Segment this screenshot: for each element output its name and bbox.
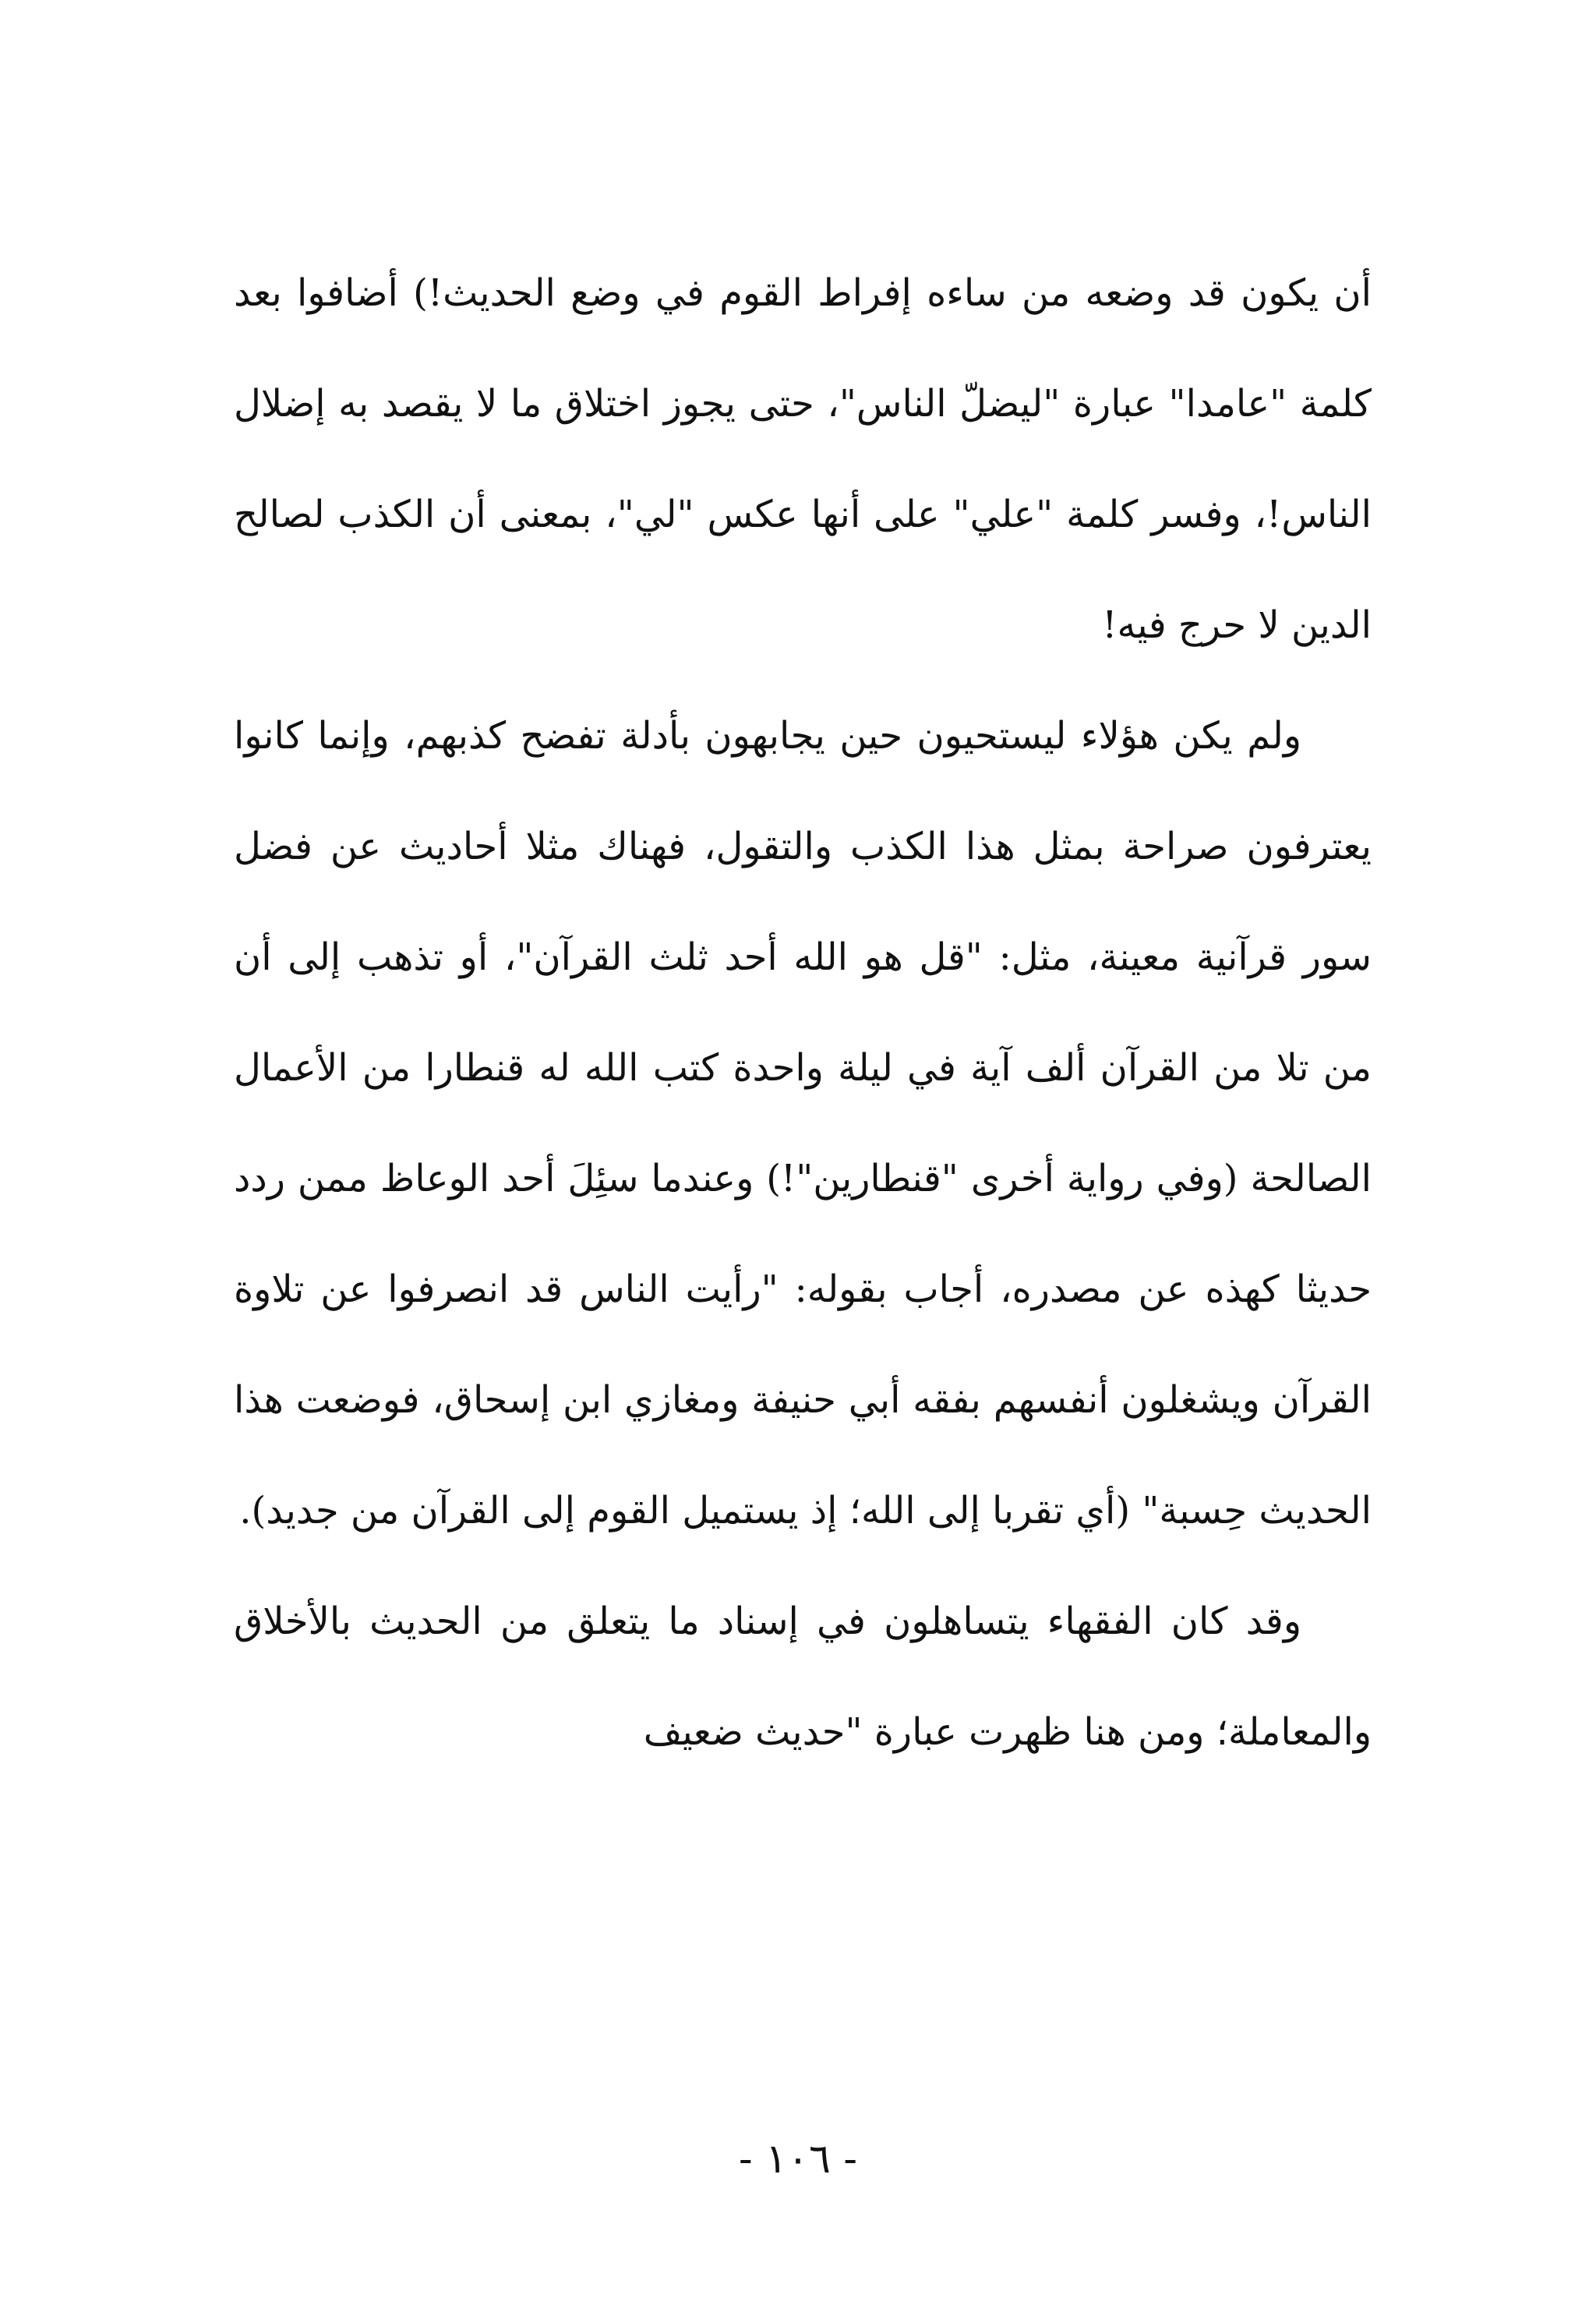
paragraph-1: أن يكون قد وضعه من ساءه إفراط القوم في وضع الحديث!) أضافوا بعد كلمة "عامدا" عبارة "ليضلّ الناس"، حتى يجوز اختلاق ما لا يقصد به إضلال الناس!، وفسر كلمة "علي" على أنها عكس "لي"، بمعنى أن الكذب لصالح الدين لا حرج فيه! <box>234 271 1372 647</box>
page-number: - ١٠٦ - <box>738 2136 857 2183</box>
paragraph-2: ولم يكن هؤلاء ليستحيون حين يجابهون بأدلة تفضح كذبهم، وإنما كانوا يعترفون صراحة بمثل هذا الكذب والتقول، فهناك مثلا أحاديث عن فضل سور قرآنية معينة، مثل: "قل هو الله أحد ثلث القرآن"، أو تذهب إلى أن من تلا من القرآن ألف آية في ليلة واحدة كتب الله له قنطارا من الأعمال الصالحة (وفي رواية أخرى "قنطارين"!) وعندما سئِلَ أحد الوعاظ ممن ردد حديثا كهذه عن مصدره، أجاب بقوله: "رأيت الناس قد انصرفوا عن تلاوة القرآن ويشغلون أنفسهم بفقه أبي حنيفة ومغازي ابن إسحاق، فوضعت هذا الحديث حِسبة" (أي تقربا إلى الله؛ إذ يستميل القوم إلى القرآن من جديد). <box>234 714 1372 1533</box>
paragraph-3: وقد كان الفقهاء يتساهلون في إسناد ما يتعلق من الحديث بالأخلاق والمعاملة؛ ومن هنا ظهرت عبارة "حديث ضعيف <box>234 1600 1372 1754</box>
body-text <box>234 238 1372 1787</box>
